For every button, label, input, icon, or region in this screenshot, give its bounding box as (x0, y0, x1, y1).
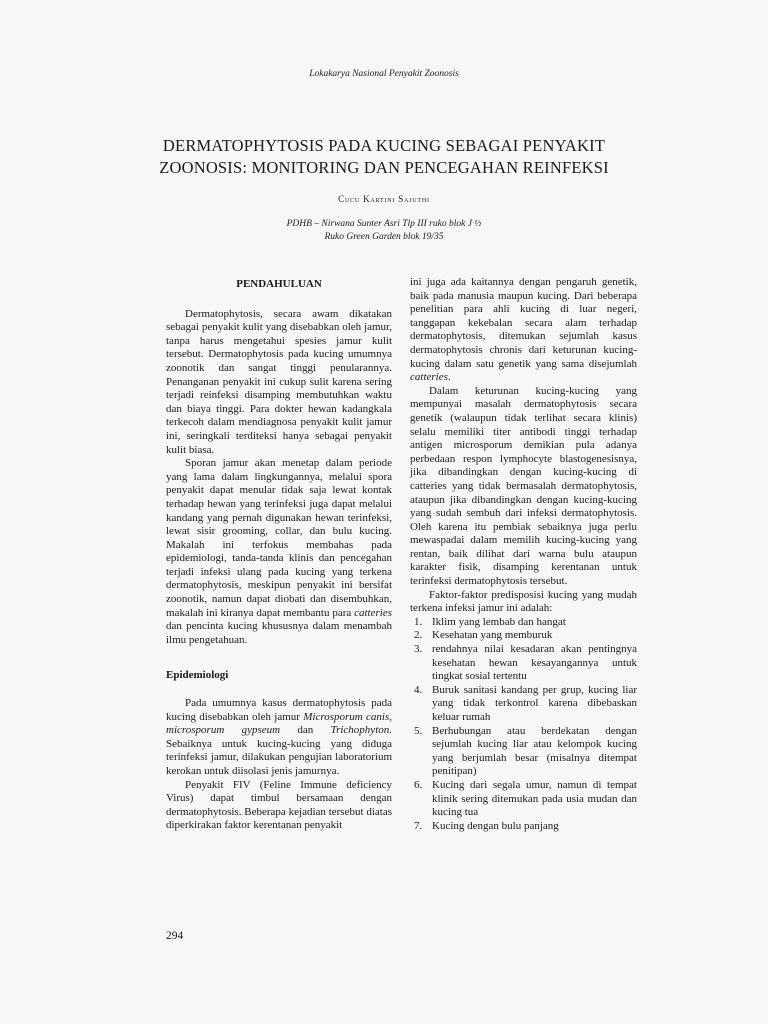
page-number: 294 (166, 930, 184, 942)
italic-term: Trichophyton. (330, 724, 392, 737)
list-number: 1. (414, 615, 423, 628)
list-number: 3. (414, 643, 423, 656)
list-number: 6. (414, 778, 423, 791)
paragraph (166, 697, 392, 779)
list-number: 2. (414, 629, 423, 642)
article-title (120, 135, 648, 179)
paragraph: Penyakit FIV (Feline Immune deficiency Virus) dapat timbul bersamaan dengan dermatophytosis. Beberapa kejadian tersebut diatas diperkirakan faktor kerentanan penyakit (166, 778, 392, 832)
paragraph (166, 457, 392, 647)
affiliation-line-1: PDHB – Nirwana Sunter Asri Tlp III ruko blok J ½ (286, 219, 482, 229)
text-run: Sebaiknya untuk kucing-kucing yang diduga terinfeksi jamur, dilakukan pengujian laboratorium kerokan untuk diisolasi jenis jamurnya. (166, 737, 392, 777)
section-heading-epidemiologi: Epidemiologi (166, 669, 229, 682)
author-affiliation (0, 218, 768, 244)
list-item (410, 820, 637, 834)
author-name: Cucu Kartini Sajuthi (338, 194, 430, 204)
paragraph: Dalam keturunan kucing-kucing yang mempunyai masalah dermatophytosis secara genetik (walaupun tidak terlihat secara klinis) selalu memiliki titer antibodi tinggi terhadap antigen microsporum demikian pula adanya perbedaan respon lymphocyte blastogenesisnya, jika dibandingkan dengan kucing-kucing di catteries yang tidak bermasalah dermatophytosis, ataupun jika dibandingkan dengan kucing-kucing yang sudah sembuh dari infeksi dermatophytosis. Oleh karena itu pembiak sebaiknya juga perlu mewaspadai dalam memilih kucing-kucing yang rentan, baik dilihat dari warna bulu ataupun karakter fisik, disamping kerentanan untuk terinfeksi dermatophytosis tersebut. (410, 384, 637, 588)
list-item-text: Kucing dengan bulu panjang (432, 819, 559, 832)
text-run: Sporan jamur akan menetap dalam periode yang lama dalam lingkungannya, melalui spora penyakit dapat menular tidak saja lewat kontak terhadap hewan yang terinfeksi juga dapat melalui kandang yang pernah digunakan hewan terinfeksi, lewat sisir grooming, collar, dan bulu kucing. Makalah ini terfokus membahas pada epidemiologi, tanda-tanda klinis dan pencegahan terjadi infeksi ulang pada kucing yang terkena dermatophytosis, meskipun penyakit ini bersifat zoonotik, namun dapat diobati dan disembuhkan, makalah ini kiranya dapat membantu para (166, 457, 392, 619)
list-item (410, 616, 637, 630)
list-item-text: Berhubungan atau berdekatan dengan sejumlah kucing liar atau kelompok kucing yang berjumlah besar (misalnya ditempat penitipan) (432, 724, 637, 778)
title-line-1: DERMATOPHYTOSIS PADA KUCING SEBAGAI PENYAKIT (162, 136, 606, 155)
list-item-text: rendahnya nilai kesadaran akan pentingnya kesehatan hewan kesayangannya untuk tingkat sosial tertentu (432, 643, 637, 683)
italic-term: catteries (354, 606, 392, 619)
text-run: dan (297, 724, 314, 737)
list-item-text: Buruk sanitasi kandang per grup, kucing liar yang tidak terkontrol karena dibebaskan keluar rumah (432, 683, 637, 723)
paragraph (410, 276, 637, 385)
title-line-2: ZOONOSIS: MONITORING DAN PENCEGAHAN REINFEKSI (159, 158, 609, 177)
list-item (410, 643, 637, 684)
list-item-text: Kesehatan yang memburuk (432, 629, 553, 642)
list-item (410, 684, 637, 725)
list-number: 4. (414, 683, 423, 696)
right-column (410, 276, 637, 833)
section-heading-pendahuluan: PENDAHULUAN (236, 278, 322, 290)
text-run: . (447, 371, 451, 384)
list-item (410, 725, 637, 779)
running-head: Lokakarya Nasional Penyakit Zoonosis (309, 69, 459, 79)
list-item (410, 779, 637, 820)
text-run: dan pencinta kucing khususnya dalam menambah ilmu pengetahuan. (166, 620, 392, 646)
paragraph: Faktor-faktor predisposisi kucing yang mudah terkena infeksi jamur ini adalah: (410, 588, 637, 615)
italic-term: catteries (410, 371, 448, 384)
text-run: ini juga ada kaitannya dengan pengaruh genetik, baik pada manusia maupun kucing. Dari beberapa penelitian para ahli kucing di luar negeri, tanggapan kekebalan secara alam terhadap dermatophytosis, ditemukan sejumlah kasus dermatophytosis chronis dari keturunan kucing-kucing dalam satu genetik yang sama disejumlah (410, 276, 637, 370)
paragraph: Dermatophytosis, secara awam dikatakan sebagai penyakit kulit yang disebabkan oleh jamur, tanpa harus mengetahui spesies jamur kulit tersebut. Dermatophytosis pada kucing umumnya zoonotik dan sangat tinggi penularannya. Penanganan penyakit ini cukup sulit karena sering terjadi reinfeksi disamping membutuhkan waktu dan biaya tinggi. Para dokter hewan kadangkala terkecoh dalam mendiagnosa penyakit kulit jamur ini, seringkali terditeksi hanya sebagai penyakit kulit biasa. (166, 307, 392, 456)
list-number: 7. (414, 819, 423, 832)
list-number: 5. (414, 724, 423, 737)
italic-term: Microsporum canis, microsporum gypseum (166, 710, 393, 737)
list-item-text: Iklim yang lembab dan hangat (432, 615, 566, 628)
text-run: Pada umumnya kasus dermatophytosis pada kucing disebabkan oleh jamur (166, 697, 392, 723)
list-item (410, 629, 637, 643)
left-column (166, 278, 392, 833)
affiliation-line-2: Ruko Green Garden blok 19/35 (324, 232, 444, 242)
list-item-text: Kucing dari segala umur, namun di tempat klinik sering ditemukan pada usia mudan dan kucing tua (432, 778, 637, 819)
predisposition-factor-list (410, 616, 637, 834)
